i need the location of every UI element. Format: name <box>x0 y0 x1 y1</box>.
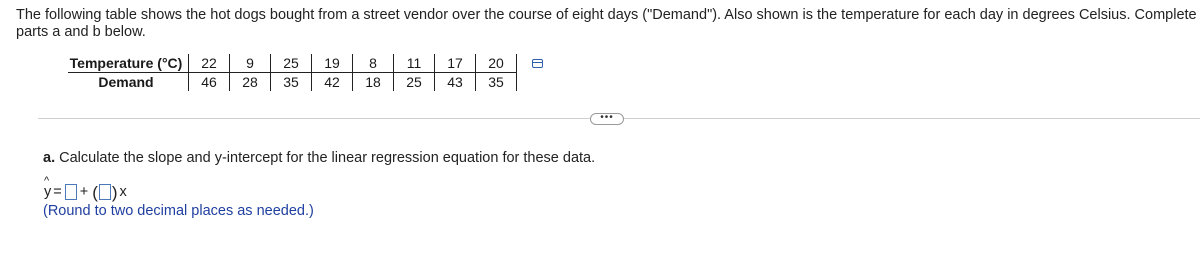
y-variable: y <box>44 184 52 200</box>
temperature-cell: 19 <box>312 54 353 73</box>
temperature-cell: 22 <box>189 54 230 73</box>
copy-table-icon[interactable] <box>532 59 543 68</box>
data-table <box>68 54 517 91</box>
regression-equation <box>44 175 127 202</box>
demand-cell: 18 <box>353 73 394 92</box>
temperature-cell: 25 <box>271 54 312 73</box>
intercept-input[interactable] <box>65 184 77 200</box>
demand-cell: 42 <box>312 73 353 92</box>
part-a-question <box>43 150 595 166</box>
close-paren: ) <box>111 182 118 202</box>
plus-sign: + <box>79 184 89 200</box>
temperature-cell: 17 <box>435 54 476 73</box>
demand-row <box>68 73 517 92</box>
demand-cell: 43 <box>435 73 476 92</box>
hat-accent: ^ <box>44 175 50 187</box>
y-hat-symbol <box>44 175 52 200</box>
temperature-cell: 11 <box>394 54 435 73</box>
part-a-text: Calculate the slope and y-intercept for the linear regression equation for these data. <box>59 150 596 166</box>
temperature-row-label: Temperature (°C) <box>68 54 189 73</box>
x-variable: x <box>119 184 127 200</box>
temperature-row <box>68 54 517 73</box>
temperature-cell: 9 <box>230 54 271 73</box>
demand-cell: 28 <box>230 73 271 92</box>
equals-sign: = <box>53 184 62 200</box>
rounding-hint: (Round to two decimal places as needed.) <box>43 203 314 219</box>
part-a-label: a. <box>43 150 56 166</box>
open-paren: ( <box>92 182 98 202</box>
demand-cell: 35 <box>271 73 312 92</box>
demand-cell: 35 <box>476 73 517 92</box>
demand-row-label: Demand <box>68 73 189 92</box>
demand-cell: 46 <box>189 73 230 92</box>
problem-statement: The following table shows the hot dogs bought from a street vendor over the course of eight days ("Demand"). Also shown is the temperature for each day in degrees Celsius. Complete parts a and b below. <box>16 7 1197 40</box>
temperature-cell: 20 <box>476 54 517 73</box>
demand-cell: 25 <box>394 73 435 92</box>
temperature-cell: 8 <box>353 54 394 73</box>
slope-input[interactable] <box>99 184 111 200</box>
more-options-button[interactable]: ••• <box>590 113 624 125</box>
